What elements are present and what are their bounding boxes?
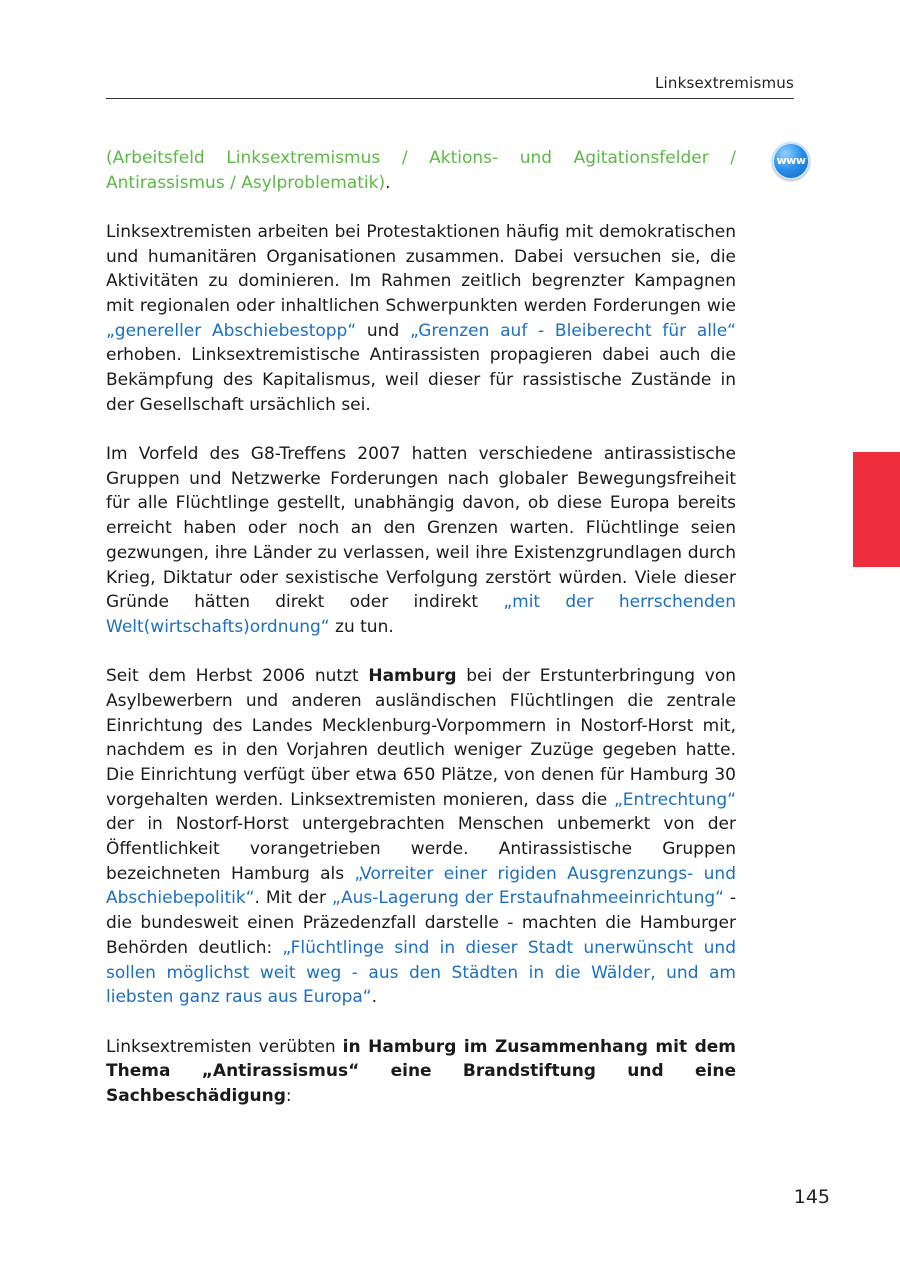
www-icon[interactable]: www bbox=[772, 142, 810, 180]
text-span: und bbox=[356, 320, 410, 341]
quote-link[interactable]: „genereller Abschiebestopp“ bbox=[106, 320, 357, 341]
text-span: Linksextremisten verübten bbox=[106, 1036, 343, 1057]
quote-link[interactable]: „mit der herrschenden Welt(wirtschafts)ordnung“ bbox=[106, 592, 737, 637]
bold-text: Hamburg bbox=[368, 666, 457, 687]
bold-text: in Hamburg im Zusammenhang mit dem Thema „Antirassismus“ eine Brandstiftung und eine Sachbeschädigung bbox=[106, 1036, 737, 1106]
reference-link[interactable]: (Arbeitsfeld Linksextremismus / Aktions- und Agitationsfelder / Antirassismus / Asylproblematik) bbox=[106, 148, 736, 193]
paragraph-incidents bbox=[106, 1035, 736, 1109]
quote-link[interactable]: „Entrechtung“ bbox=[614, 789, 736, 810]
text-span: . Mit der bbox=[254, 888, 332, 909]
running-title: Linksextremismus bbox=[654, 74, 794, 92]
body-text bbox=[106, 146, 736, 1133]
quote-link[interactable]: „Flüchtlinge sind in dieser Stadt unerwünscht und sollen möglichst weit weg - aus den Städten in die Wälder, und am liebsten ganz raus aus Europa“ bbox=[106, 937, 736, 1008]
paragraph-protest bbox=[106, 220, 736, 418]
page-number: 145 bbox=[793, 1186, 830, 1208]
quote-link[interactable]: „Aus-Lagerung der Erstaufnahmeeinrichtung“ bbox=[331, 888, 724, 909]
text-span: : bbox=[285, 1085, 292, 1106]
header-rule bbox=[106, 98, 794, 99]
text-span: - die bundesweit einen Präzedenzfall darstelle - machten die Hamburger Behörden deutlich: bbox=[106, 888, 736, 958]
quote-link[interactable]: „Grenzen auf - Bleiberecht für alle“ bbox=[410, 320, 736, 341]
text-span: zu tun. bbox=[329, 616, 394, 637]
section-tab-marker bbox=[853, 452, 900, 567]
text-span: Linksextremisten arbeiten bei Protestaktionen häufig mit demokratischen und humanitären Organisationen zusammen. Dabei versuchen sie, die Aktivitäten zu dominieren. Im Rahmen zeitlich begrenzter Kampagnen mit regionalen oder inhaltlichen Schwerpunkten werden Forderungen wie bbox=[106, 221, 736, 317]
text-span: . bbox=[371, 987, 378, 1008]
text-span: erhoben. Linksextremistische Antirassisten propagieren dabei auch die Bekämpfung des Kapitalismus, weil dieser für rassistische Zustände in der Gesellschaft ursächlich sei. bbox=[106, 345, 736, 415]
text-span: bei der Erstunterbringung von Asylbewerbern und anderen ausländischen Flüchtlingen die zentrale Einrichtung des Landes Mecklenburg-Vorpommern in Nostorf-Horst mit, nachdem es in den Vorjahren deutlich weniger Zuzüge gegeben hatte. Die Einrichtung verfügt über etwa 650 Plätze, von denen für Hamburg 30 vorgehalten werden. Linksextremisten monieren, dass die bbox=[106, 666, 736, 810]
text-span: Im Vorfeld des G8-Treffens 2007 hatten verschiedene antirassistische Gruppen und Netzwerke Forderungen nach globaler Bewegungsfreiheit für alle Flüchtlinge gestellt, unabhängig davon, ob diese Europa bereits erreicht haben oder noch an den Grenzen warten. Flüchtlinge seien gezwungen, ihre Länder zu verlassen, weil ihre Existenzgrundlagen durch Krieg, Diktatur oder sexistische Verfolgung zerstört würden. Viele dieser Gründe hätten direkt oder indirekt bbox=[106, 444, 736, 613]
text-span: Seit dem Herbst 2006 nutzt bbox=[106, 666, 369, 687]
text-span: der in Nostorf-Horst untergebrachten Menschen unbemerkt von der Öffentlichkeit vorangetrieben werde. Antirassistische Gruppen bezeichneten Hamburg als bbox=[106, 814, 736, 884]
text-span: . bbox=[385, 172, 391, 193]
paragraph-hamburg bbox=[106, 664, 736, 1010]
paragraph-g8 bbox=[106, 442, 736, 640]
paragraph-reference bbox=[106, 146, 736, 195]
quote-link[interactable]: „Vorreiter einer rigiden Ausgrenzungs- und Abschiebepolitik“ bbox=[106, 863, 736, 909]
